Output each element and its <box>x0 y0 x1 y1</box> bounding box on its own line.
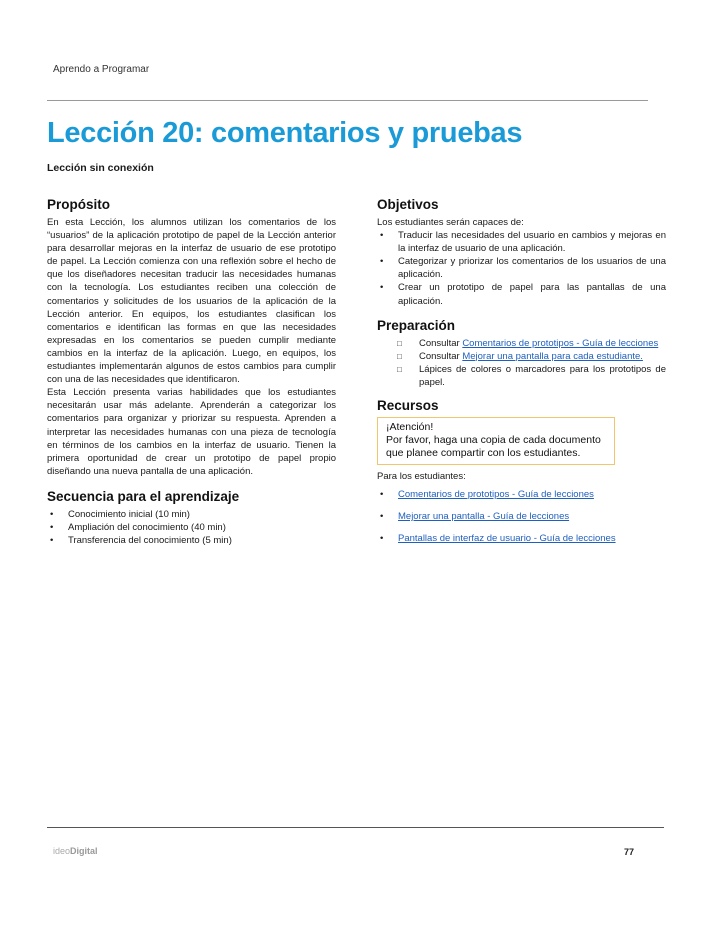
link-comentarios-prototipos[interactable]: Comentarios de prototipos - Guía de lecciones <box>462 337 659 349</box>
proposito-paragraph-1: En esta Lección, los alumnos utilizan los comentarios de los “usuarios” de la aplicación prototipo de papel de la Lección anterior para desarrollar mejoras en la interfaz de usuario de ese prototipo de papel. La Lección comienza con una reflexión sobre el hecho de que los diseñadores necesitan traducir las necesidades humanas con la tecnología. Los estudiantes reciben una colección de comentarios y solicitudes de los usuarios de la aplicación de la Lección anterior. En equipos, los estudiantes clasifican los comentarios e identifican las formas en que las necesidades expresadas en los comentarios se pueden cumplir mediante cambios en la interfaz de la aplicación. Luego, en equipos, los estudiantes implementarán algunos de estos cambios para cumplir con una de las necesidades que identificaron. <box>47 217 336 386</box>
section-secuencia <box>47 488 336 547</box>
students-label: Para los estudiantes: <box>377 471 466 483</box>
footer-divider <box>47 827 664 828</box>
section-preparacion <box>377 317 666 389</box>
notice-text: Por favor, haga una copia de cada documento que planee compartir con los estudiantes. <box>386 434 601 460</box>
preparacion-item-2 <box>377 350 666 363</box>
list-item: • Conocimiento inicial (10 min) <box>47 508 336 521</box>
preparacion-list <box>377 337 666 389</box>
link-mejorar-pantalla[interactable]: Mejorar una pantalla para cada estudiante. <box>462 350 643 362</box>
section-proposito <box>47 196 336 478</box>
secuencia-list <box>47 508 336 547</box>
section-objetivos <box>377 196 666 308</box>
page-number: 77 <box>624 847 635 857</box>
lesson-subtitle: Lección sin conexión <box>47 162 154 174</box>
link-pantallas-interfaz-guia[interactable]: Pantallas de interfaz de usuario - Guía de lecciones <box>398 533 616 545</box>
notice-title: ¡Atención! <box>386 421 434 434</box>
secuencia-heading: Secuencia para el aprendizaje <box>47 488 240 504</box>
list-item: • Traducir las necesidades del usuario en cambios y mejoras en la interfaz de usuario de una aplicación. <box>377 229 666 255</box>
list-item <box>377 532 666 545</box>
running-header: Aprendo a Programar <box>53 64 150 75</box>
page-title: Lección 20: comentarios y pruebas <box>47 117 523 149</box>
list-item: • Categorizar y priorizar los comentarios de los usuarios de una aplicación. <box>377 255 666 281</box>
section-recursos <box>377 397 666 545</box>
proposito-paragraph-2: Esta Lección presenta varias habilidades que los estudiantes necesitarán usar más adelante. Aprenderán a categorizar los comentarios para organizar y priorizar su respuesta. Aprenden a interpretar las necesidades humanas con una pieza de tecnología en términos de los cambios en la interfaz de usuario. Tienen la primera oportunidad de crear un prototipo de papel propio diseñando una nueva pantalla de una aplicación. <box>47 387 336 477</box>
preparacion-item-3: □ Lápices de colores o marcadores para los prototipos de papel. <box>377 363 666 389</box>
left-column <box>47 196 336 547</box>
link-mejorar-pantalla-guia[interactable]: Mejorar una pantalla - Guía de lecciones <box>398 511 570 523</box>
list-item: • Ampliación del conocimiento (40 min) <box>47 521 336 534</box>
objetivos-list <box>377 229 666 308</box>
link-comentarios-prototipos-guia[interactable]: Comentarios de prototipos - Guía de lecciones <box>398 489 594 501</box>
list-item: • Transferencia del conocimiento (5 min) <box>47 534 336 547</box>
proposito-heading: Propósito <box>47 197 110 212</box>
list-item <box>377 488 666 501</box>
recursos-heading: Recursos <box>377 398 439 414</box>
header-divider <box>47 100 648 101</box>
objetivos-intro: Los estudiantes serán capaces de: <box>377 217 524 228</box>
notice-box <box>377 417 615 465</box>
consult-prefix: Consultar <box>419 337 463 349</box>
footer-brand-logo <box>53 846 98 856</box>
preparacion-item-1 <box>377 337 666 350</box>
recursos-list <box>377 488 666 545</box>
right-column <box>377 196 666 554</box>
brand-light: ideo <box>53 846 71 856</box>
objetivos-heading: Objetivos <box>377 197 439 212</box>
list-item <box>377 510 666 523</box>
brand-bold: Digital <box>70 846 98 856</box>
consult-prefix: Consultar <box>419 350 463 362</box>
list-item: • Crear un prototipo de papel para las pantallas de una aplicación. <box>377 281 666 307</box>
preparacion-heading: Preparación <box>377 317 456 333</box>
